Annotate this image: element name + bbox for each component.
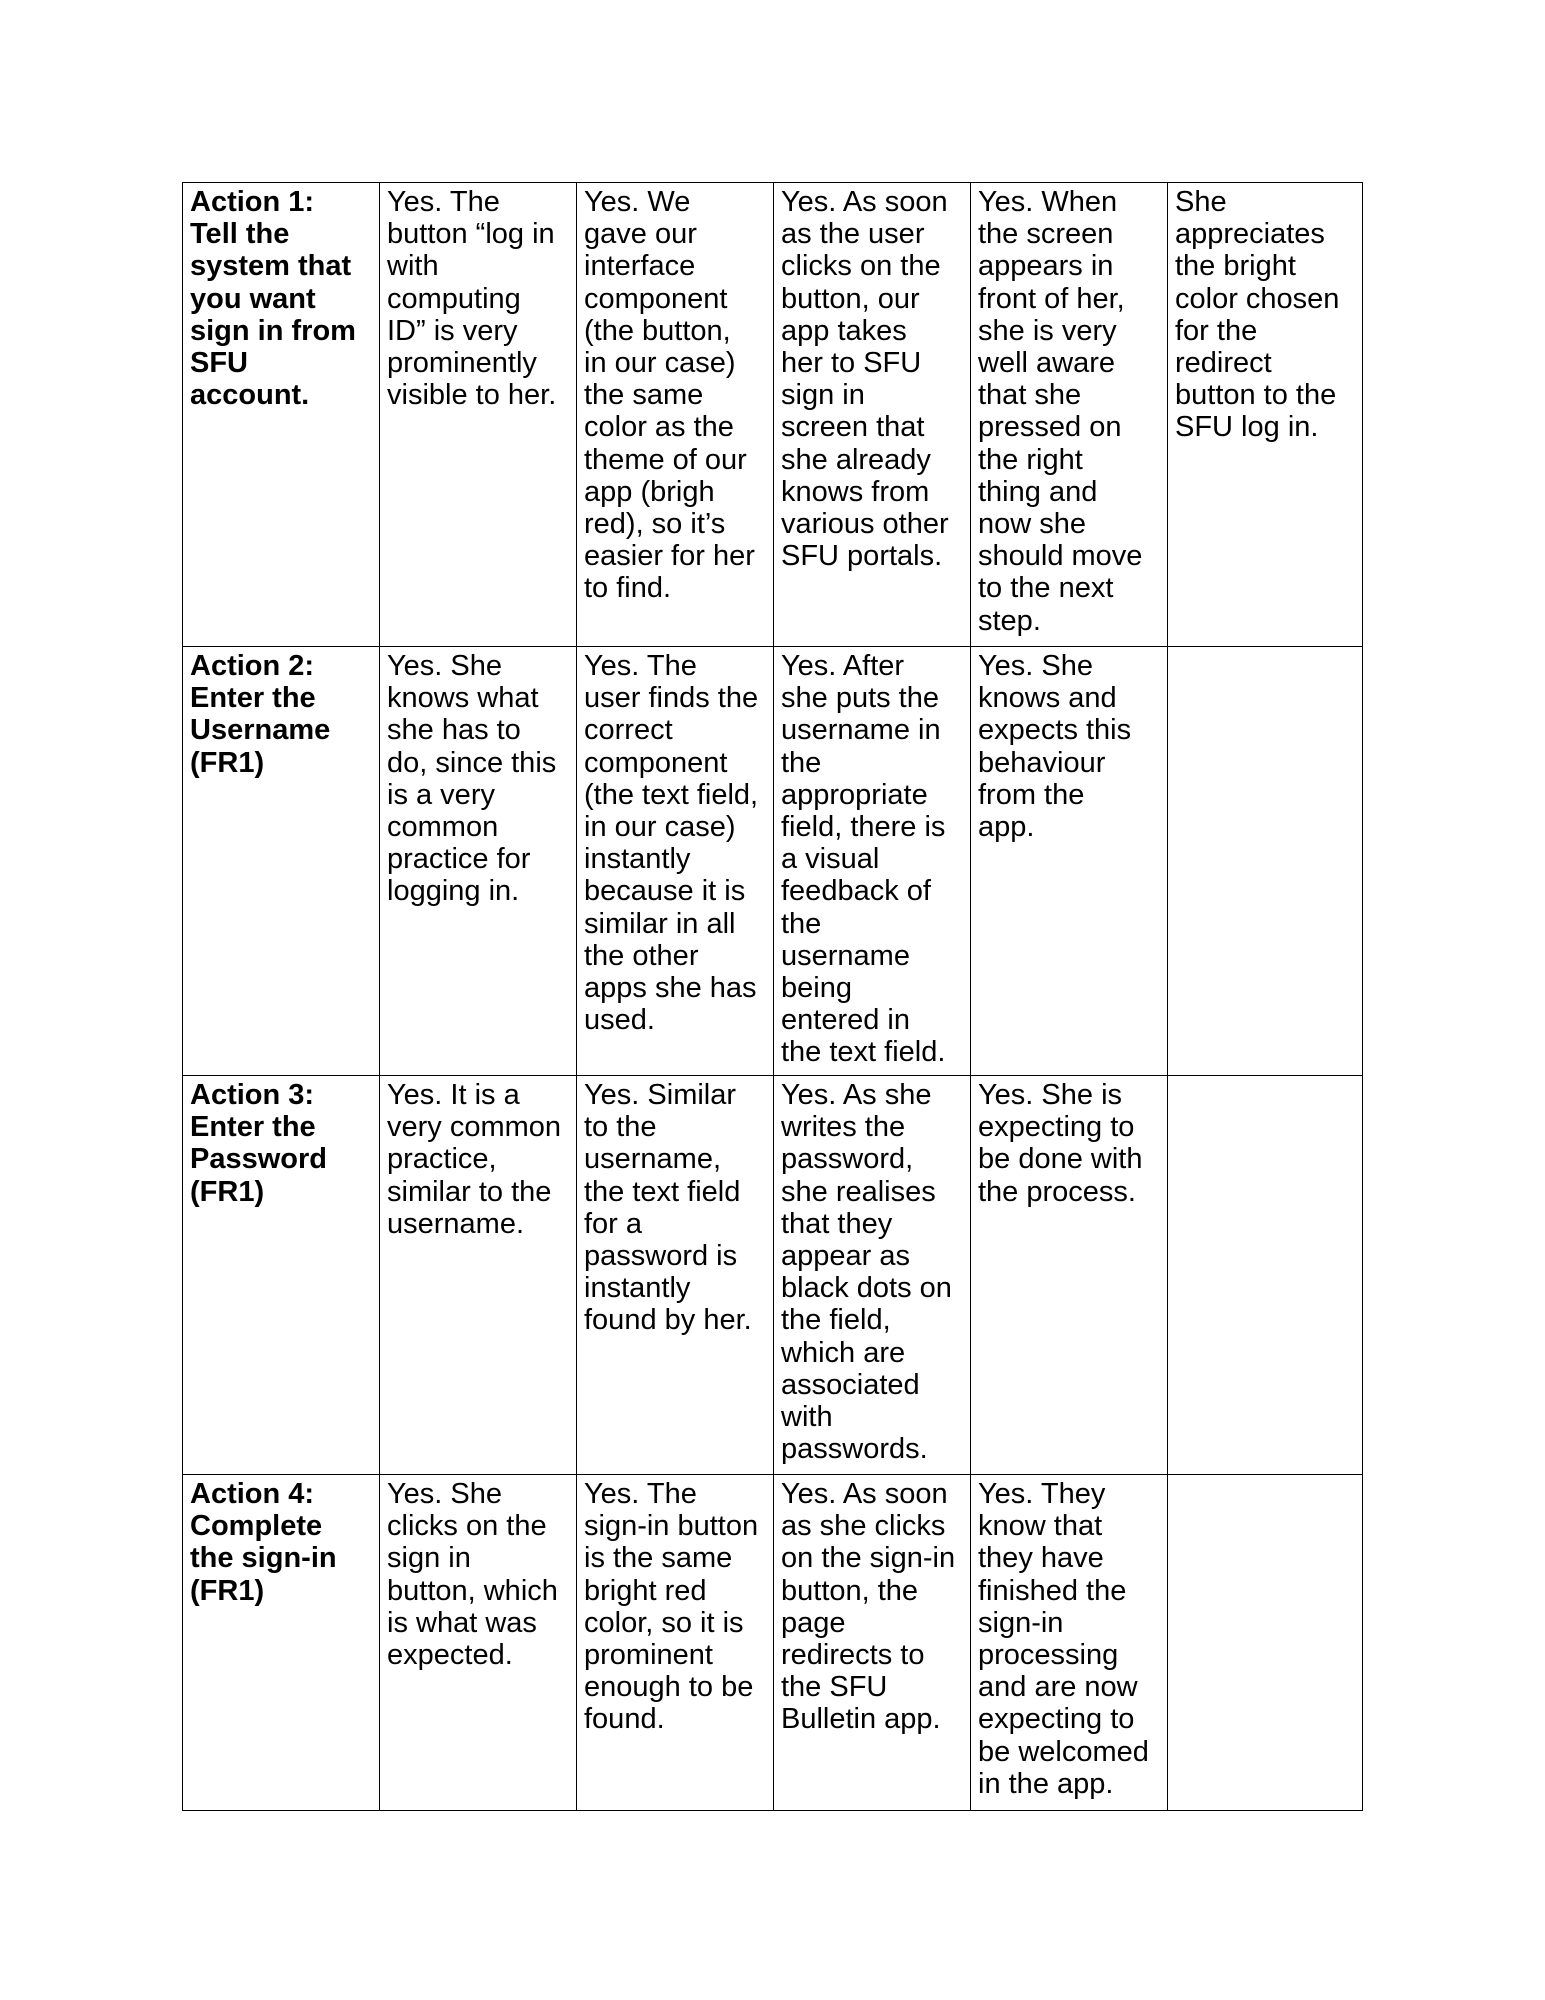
cell-line: component	[584, 746, 728, 779]
cell-line: Yes. The	[387, 186, 500, 218]
cell-line: Bulletin app.	[781, 1703, 941, 1736]
cell-line: username in	[781, 714, 941, 747]
cell-line: is a very	[387, 778, 495, 811]
cell-line: visible to her.	[387, 379, 557, 412]
cell-line: gave our	[584, 218, 697, 251]
table-row	[183, 1475, 1363, 1811]
cell-line: for a	[584, 1207, 643, 1240]
cell-line: button, which	[387, 1574, 558, 1607]
table-cell	[380, 1475, 577, 1811]
cell-line: a visual	[781, 843, 880, 876]
cell-line: with	[387, 250, 439, 283]
cell-line: correct	[584, 714, 673, 747]
cell-line: the SFU	[781, 1671, 888, 1704]
cell-line: username,	[584, 1143, 722, 1176]
cell-line: Yes. When	[978, 186, 1118, 218]
cell-line: used.	[584, 1004, 655, 1037]
table-cell	[774, 1076, 971, 1475]
cell-line: appropriate	[781, 778, 928, 811]
cell-line: Enter the	[190, 682, 316, 715]
table-cell	[774, 647, 971, 1076]
cell-line: found.	[584, 1703, 665, 1736]
cell-line: (the text field,	[584, 778, 759, 811]
cell-line: button to the	[1175, 379, 1337, 412]
table-cell	[380, 1076, 577, 1475]
table-cell	[380, 183, 577, 647]
cell-line: Action 4:	[190, 1478, 315, 1510]
cell-line: button, the	[781, 1574, 919, 1607]
cell-line: the sign-in	[190, 1542, 337, 1575]
cell-line: instantly	[584, 1272, 691, 1305]
cell-line: ID” is very	[387, 314, 518, 347]
cell-line: various other	[781, 508, 949, 541]
cell-line: knows and	[978, 682, 1117, 715]
cell-line: know that	[978, 1510, 1103, 1543]
table-cell	[774, 183, 971, 647]
cell-line: Yes. The	[584, 650, 697, 682]
cell-line: knows what	[387, 682, 539, 715]
cell-line: prominently	[387, 347, 537, 380]
cell-line: for the	[1175, 314, 1258, 347]
cell-line: sign-in	[978, 1606, 1064, 1639]
cell-line: apps she has	[584, 972, 757, 1005]
cell-line: SFU portals.	[781, 540, 943, 573]
cell-line: Username	[190, 714, 331, 747]
cell-line: the right	[978, 443, 1083, 476]
cell-line: appears in	[978, 250, 1114, 283]
cell-line: in our case)	[584, 347, 736, 380]
table-cell	[380, 647, 577, 1076]
cell-line: sign in	[781, 379, 865, 412]
cell-line: Action 1:	[190, 186, 315, 218]
cell-line: app takes	[781, 314, 907, 347]
cell-line: password,	[781, 1143, 914, 1176]
cell-line: and are now	[978, 1671, 1138, 1704]
cell-line: very common	[387, 1111, 562, 1144]
cell-line: pressed on	[978, 411, 1122, 444]
cell-line: black dots on	[781, 1272, 952, 1305]
cell-line: Enter the	[190, 1111, 316, 1144]
table-cell	[971, 183, 1168, 647]
cell-line: color chosen	[1175, 282, 1340, 315]
cell-line: instantly	[584, 843, 691, 876]
cell-line: red), so it’s	[584, 508, 726, 541]
cell-line: appear as	[781, 1240, 910, 1273]
table-cell	[1168, 183, 1363, 647]
cell-line: expected.	[387, 1639, 513, 1672]
table-row	[183, 183, 1363, 647]
cell-line: front of her,	[978, 282, 1125, 315]
cell-line: the other	[584, 939, 699, 972]
cell-line: user finds the	[584, 682, 759, 715]
cell-line: similar to the	[387, 1175, 552, 1208]
table-cell	[971, 1475, 1168, 1811]
action-cell	[183, 1076, 380, 1475]
cell-line: expecting to	[978, 1111, 1135, 1144]
cell-line: username	[781, 939, 910, 972]
cell-line: sign in	[387, 1542, 471, 1575]
cell-line: processing	[978, 1639, 1119, 1672]
cell-line: she is very	[978, 314, 1117, 347]
cell-line: on the sign-in	[781, 1542, 956, 1575]
cell-line: her to SFU	[781, 347, 922, 380]
cell-line: Tell the	[190, 218, 290, 251]
cell-line: field, there is	[781, 811, 946, 844]
cell-line: behaviour	[978, 746, 1106, 779]
cell-line: practice,	[387, 1143, 497, 1176]
cell-line: from the	[978, 778, 1085, 811]
table-cell	[577, 183, 774, 647]
cell-line: Yes. The	[584, 1478, 697, 1510]
cell-line: (the button,	[584, 314, 731, 347]
table-cell	[577, 1475, 774, 1811]
cell-line: Yes. We	[584, 186, 691, 218]
cell-line: passwords.	[781, 1433, 928, 1466]
cell-line: app.	[978, 811, 1035, 844]
cell-line: she already	[781, 443, 931, 476]
cell-line: app (brigh	[584, 475, 715, 508]
cell-line: knows from	[781, 475, 930, 508]
cell-line: Yes. She is	[978, 1079, 1123, 1111]
cell-line: account.	[190, 379, 310, 412]
cell-line: now she	[978, 508, 1087, 541]
cell-line: redirects to	[781, 1639, 925, 1672]
cell-line: to the	[584, 1111, 657, 1144]
cell-line: the screen	[978, 218, 1114, 251]
cell-line: practice for	[387, 843, 531, 876]
cell-line: enough to be	[584, 1671, 754, 1704]
cell-line: to the next	[978, 572, 1114, 605]
cell-line: clicks on the	[387, 1510, 547, 1543]
cell-line: Yes. It is a	[387, 1079, 520, 1111]
table-cell	[971, 1076, 1168, 1475]
cell-line: color, so it is	[584, 1606, 744, 1639]
cell-line: easier for her	[584, 540, 755, 573]
cell-line: SFU	[190, 347, 248, 380]
cell-line: Yes. As soon	[781, 186, 948, 218]
cell-line: bright red	[584, 1574, 707, 1607]
cell-line: the process.	[978, 1175, 1136, 1208]
cell-line: prominent	[584, 1639, 713, 1672]
cell-line: as the user	[781, 218, 925, 251]
cell-line: they have	[978, 1542, 1104, 1575]
cell-line: the text field	[584, 1175, 741, 1208]
cell-line: page	[781, 1606, 846, 1639]
table-cell	[577, 1076, 774, 1475]
cell-line: Yes. After	[781, 650, 905, 682]
cell-line: Action 2:	[190, 650, 315, 682]
cell-line: Yes. She	[387, 650, 503, 682]
cell-line: she realises	[781, 1175, 936, 1208]
cell-line: similar in all	[584, 907, 736, 940]
cell-line: Yes. Similar	[584, 1079, 737, 1111]
table-cell	[774, 1475, 971, 1811]
cell-line: clicks on the	[781, 250, 941, 283]
cell-line: SFU log in.	[1175, 411, 1319, 444]
cell-line: (FR1)	[190, 1574, 265, 1607]
cell-line: password is	[584, 1240, 738, 1273]
cell-line: with	[781, 1401, 833, 1434]
cell-line: Yes. They	[978, 1478, 1106, 1510]
cell-line: be welcomed	[978, 1735, 1149, 1768]
cell-line: Complete	[190, 1510, 323, 1543]
cell-line: interface	[584, 250, 696, 283]
cell-line: (FR1)	[190, 746, 265, 779]
cell-line: step.	[978, 604, 1041, 637]
empty-cell	[1168, 1076, 1363, 1475]
empty-cell	[1168, 647, 1363, 1076]
cell-line: being	[781, 972, 852, 1005]
cell-line: in our case)	[584, 811, 736, 844]
empty-cell	[1168, 1475, 1363, 1811]
cell-line: button “log in	[387, 218, 555, 251]
cell-line: as she clicks	[781, 1510, 946, 1543]
cell-line: button, our	[781, 282, 920, 315]
cell-line: (FR1)	[190, 1175, 265, 1208]
table-row	[183, 1076, 1363, 1475]
cell-line: color as the	[584, 411, 734, 444]
cell-line: computing	[387, 282, 521, 315]
cell-line: the	[781, 907, 822, 940]
cell-line: the same	[584, 379, 704, 412]
cell-line: Action 3:	[190, 1079, 315, 1111]
table-cell	[971, 647, 1168, 1076]
cell-line: feedback of	[781, 875, 931, 908]
cell-line: entered in	[781, 1004, 910, 1037]
cell-line: she puts the	[781, 682, 939, 715]
cell-line: She	[1175, 186, 1227, 218]
cell-line: which are	[781, 1336, 906, 1369]
cell-line: well aware	[978, 347, 1115, 380]
cell-line: thing and	[978, 475, 1098, 508]
cell-line: that she	[978, 379, 1082, 412]
cell-line: redirect	[1175, 347, 1272, 380]
cell-line: writes the	[781, 1111, 906, 1144]
cell-line: username.	[387, 1207, 525, 1240]
cell-line: common	[387, 811, 499, 844]
cell-line: sign in from	[190, 314, 356, 347]
cell-line: Yes. As soon	[781, 1478, 948, 1510]
table-cell	[577, 647, 774, 1076]
cell-line: the	[781, 746, 822, 779]
cell-line: is the same	[584, 1542, 733, 1575]
cell-line: theme of our	[584, 443, 747, 476]
cell-line: expecting to	[978, 1703, 1135, 1736]
cell-line: logging in.	[387, 875, 520, 908]
cell-line: be done with	[978, 1143, 1143, 1176]
action-cell	[183, 1475, 380, 1811]
cell-line: appreciates	[1175, 218, 1325, 251]
cell-line: found by her.	[584, 1304, 752, 1337]
table-row	[183, 647, 1363, 1076]
cell-line: expects this	[978, 714, 1132, 747]
cell-line: should move	[978, 540, 1143, 573]
cell-line: associated	[781, 1368, 920, 1401]
action-cell	[183, 183, 380, 647]
cell-line: she has to	[387, 714, 521, 747]
cell-line: Yes. As she	[781, 1079, 932, 1111]
cell-line: Yes. She	[387, 1478, 503, 1510]
action-cell	[183, 647, 380, 1076]
cell-line: finished the	[978, 1574, 1127, 1607]
cell-line: that they	[781, 1207, 893, 1240]
cell-line: system that	[190, 250, 352, 283]
cell-line: screen that	[781, 411, 925, 444]
cell-line: Yes. She	[978, 650, 1094, 682]
cell-line: because it is	[584, 875, 746, 908]
cell-line: sign-in button	[584, 1510, 759, 1543]
cell-line: to find.	[584, 572, 672, 605]
cell-line: the text field.	[781, 1036, 946, 1069]
cell-line: in the app.	[978, 1767, 1114, 1800]
cell-line: the field,	[781, 1304, 891, 1337]
cell-line: the bright	[1175, 250, 1296, 283]
cell-line: do, since this	[387, 746, 557, 779]
cell-line: Password	[190, 1143, 327, 1176]
cell-line: is what was	[387, 1606, 537, 1639]
walkthrough-table	[182, 182, 1363, 1811]
cell-line: component	[584, 282, 728, 315]
cell-line: you want	[190, 282, 316, 315]
